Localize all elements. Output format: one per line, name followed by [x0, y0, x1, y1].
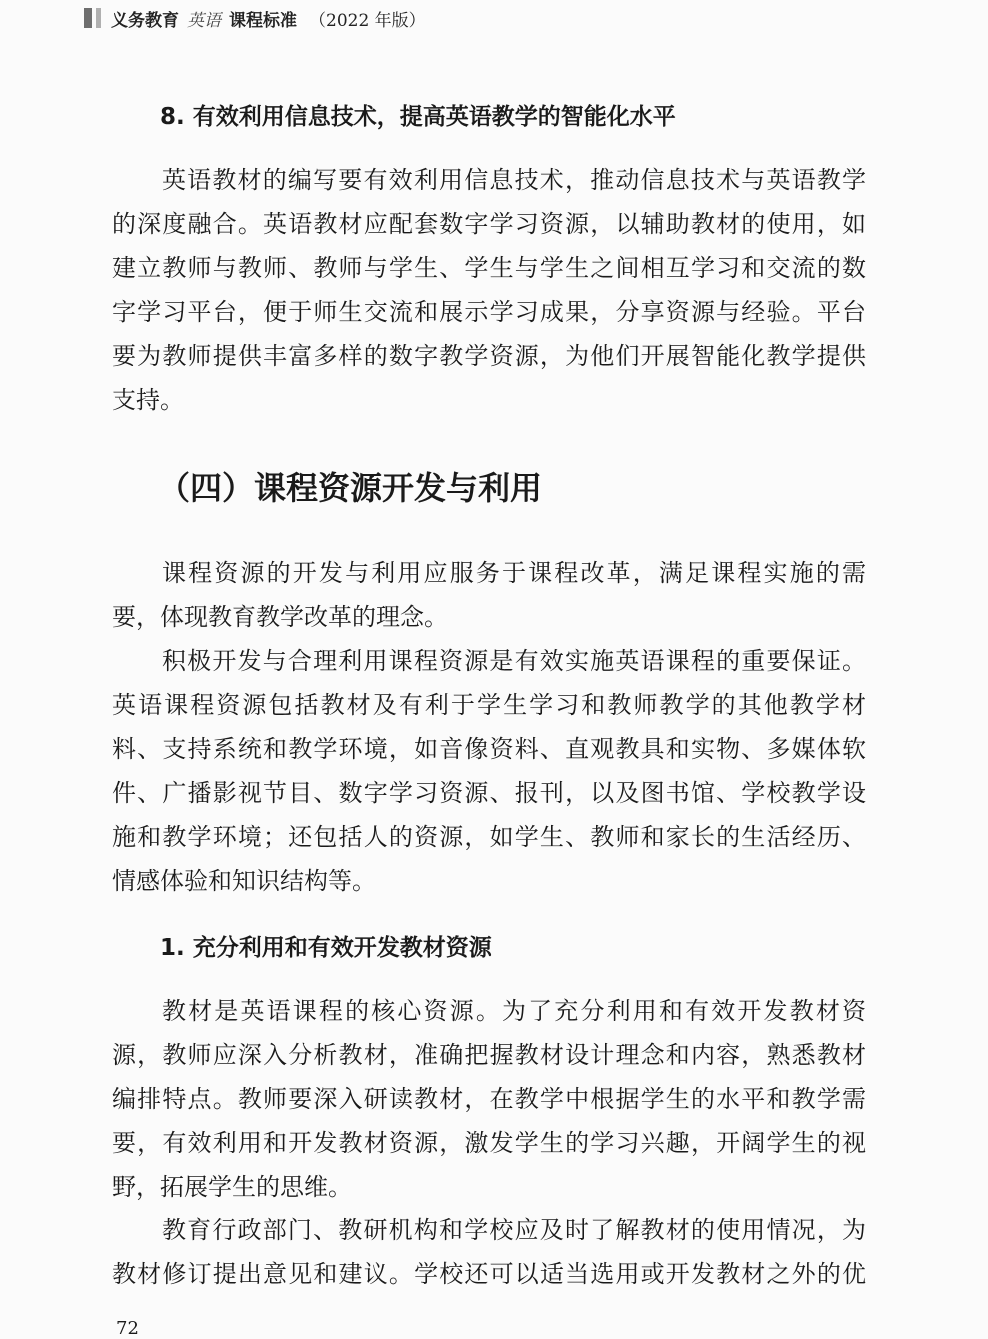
- paragraph: [112, 551, 866, 639]
- section-heading: （四）课程资源开发与利用: [158, 469, 543, 507]
- running-header: [84, 5, 426, 31]
- subheading-1: 1. 充分利用和有效开发教材资源: [160, 935, 492, 961]
- text-line: 件、广播影视节目、数字学习资源、报刊，以及图书馆、学校教学设: [112, 779, 866, 807]
- header-title: 课程标准: [229, 10, 297, 31]
- text-line: 教材修订提出意见和建议。学校还可以适当选用或开发教材之外的优: [112, 1260, 866, 1288]
- text-line: 教育行政部门、教研机构和学校应及时了解教材的使用情况，为: [162, 1216, 866, 1244]
- text-line: 情感体验和知识结构等。: [112, 867, 376, 895]
- header-subject: 英语: [187, 10, 221, 31]
- text-line: 源，教师应深入分析教材，准确把握教材设计理念和内容，熟悉教材: [112, 1041, 866, 1069]
- text-line: 课程资源的开发与利用应服务于课程改革，满足课程实施的需: [162, 559, 866, 587]
- header-bar-dark: [84, 8, 92, 28]
- text-line: 教材是英语课程的核心资源。为了充分利用和有效开发教材资: [162, 997, 866, 1025]
- header-bar-light: [96, 8, 101, 28]
- text-line: 要为教师提供丰富多样的数字教学资源，为他们开展智能化教学提供: [112, 342, 866, 370]
- text-line: 英语教材的编写要有效利用信息技术，推动信息技术与英语教学: [162, 166, 866, 194]
- subheading-8: 8. 有效利用信息技术，提高英语教学的智能化水平: [160, 104, 676, 130]
- text-line: 编排特点。教师要深入研读教材，在教学中根据学生的水平和教学需: [112, 1085, 866, 1113]
- text-line: 施和教学环境；还包括人的资源，如学生、教师和家长的生活经历、: [112, 823, 866, 851]
- text-line: 料、支持系统和教学环境，如音像资料、直观教具和实物、多媒体软: [112, 735, 866, 763]
- paragraph: [112, 989, 866, 1209]
- text-line: 字学习平台，便于师生交流和展示学习成果，分享资源与经验。平台: [112, 298, 866, 326]
- paragraph: [112, 1208, 866, 1296]
- text-line: 积极开发与合理利用课程资源是有效实施英语课程的重要保证。: [162, 647, 866, 675]
- text-line: 建立教师与教师、教师与学生、学生与学生之间相互学习和交流的数: [112, 254, 866, 282]
- header-series: 义务教育: [111, 10, 179, 31]
- text-line: 要，体现教育教学改革的理念。: [112, 603, 448, 631]
- text-line: 支持。: [112, 386, 184, 414]
- paragraph: [112, 158, 866, 422]
- text-line: 野，拓展学生的思维。: [112, 1173, 352, 1201]
- text-line: 英语课程资源包括教材及有利于学生学习和教师教学的其他教学材: [112, 691, 866, 719]
- text-line: 要，有效利用和开发教材资源，激发学生的学习兴趣，开阔学生的视: [112, 1129, 866, 1157]
- text-line: 的深度融合。英语教材应配套数字学习资源，以辅助教材的使用，如: [112, 210, 866, 238]
- page-number: 72: [116, 1318, 139, 1339]
- header-edition: （2022 年版）: [309, 10, 426, 31]
- paragraph: [112, 639, 866, 903]
